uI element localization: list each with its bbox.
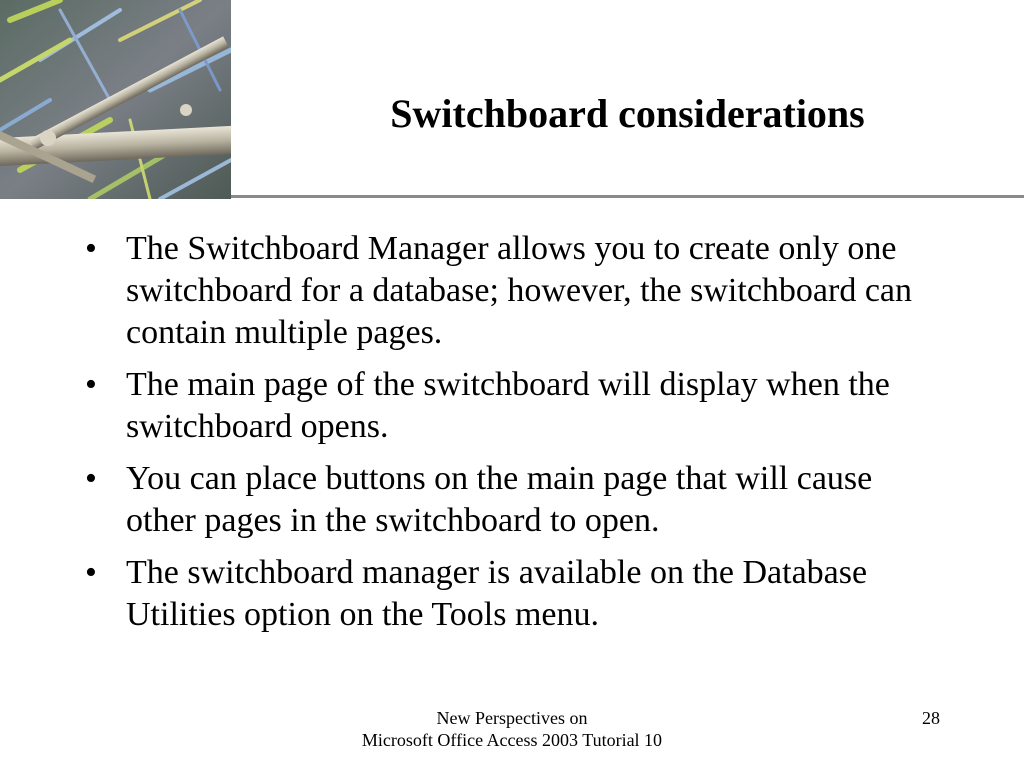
bullet-text: The switchboard manager is available on the Database Utilities option on the Tools menu. [126,554,868,633]
list-item [85,552,945,636]
list-item [85,458,945,542]
decorative-corner-image [0,0,231,199]
footer-line-1: New Perspectives on [436,708,588,728]
list-item [85,364,945,448]
list-item [85,228,945,354]
footer-caption [300,707,724,751]
bullet-dot-icon: • [85,554,97,591]
bullet-dot-icon: • [85,230,97,267]
bullet-list [85,228,945,646]
bullet-dot-icon: • [85,460,97,497]
bullet-dot-icon: • [85,366,97,403]
page-number: 28 [922,708,940,728]
footer-line-2: Microsoft Office Access 2003 Tutorial 10 [361,730,663,750]
title-divider [231,195,1024,198]
bullet-text: You can place buttons on the main page that will cause other pages in the switchboard to open. [126,460,873,539]
bullet-text: The main page of the switchboard will display when the switchboard opens. [126,366,890,445]
bullet-text: The Switchboard Manager allows you to create only one switchboard for a database; however, the switchboard can contain multiple pages. [126,230,913,351]
slide-title: Switchboard considerations [390,91,865,136]
